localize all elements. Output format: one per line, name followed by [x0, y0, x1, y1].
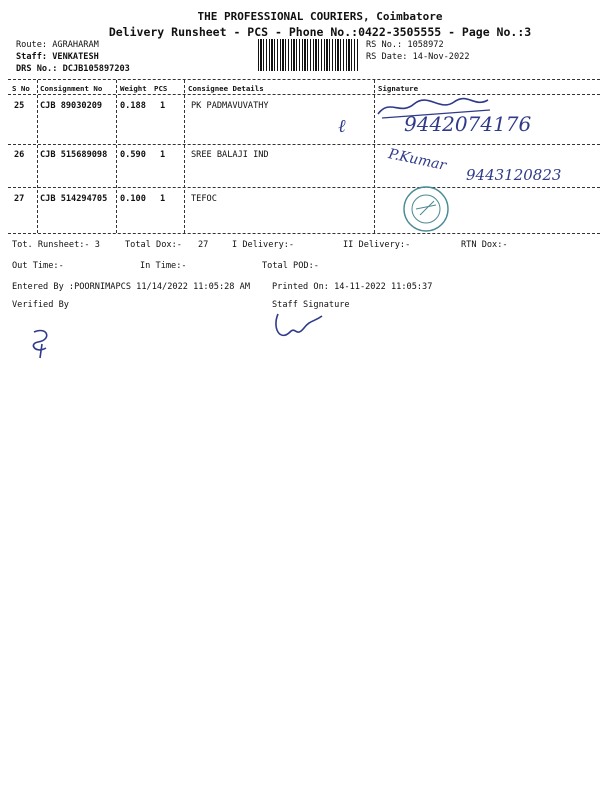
- row-27-pcs: 1: [160, 194, 166, 204]
- rs-no-label: RS No.:: [366, 40, 403, 50]
- col-weight: Weight: [120, 84, 147, 93]
- row-25-pcs: 1: [160, 101, 166, 111]
- rs-date-value: 14-Nov-2022: [412, 52, 470, 62]
- entered-by: Entered By :POORNIMAPCS 11/14/2022 11:05:28 AM: [12, 282, 250, 292]
- row-27-consignment: CJB 514294705: [40, 194, 108, 204]
- ii-delivery: II Delivery:-: [343, 240, 411, 250]
- verifier-signature: [28, 326, 58, 360]
- drs-label: DRS No.:: [16, 64, 58, 74]
- row-25-consignment: CJB 89030209: [40, 101, 103, 111]
- total-dox-value: 27: [198, 240, 209, 250]
- col-signature: Signature: [378, 84, 419, 93]
- staff-signature-mark: [270, 308, 330, 344]
- verified-by: Verified By: [12, 300, 69, 310]
- table-top-rule: [8, 79, 600, 80]
- col-sep: [116, 80, 117, 233]
- row-26-consignment: CJB 515689098: [40, 150, 108, 160]
- col-sep: [37, 80, 38, 233]
- company-title: THE PROFESSIONAL COURIERS, Coimbatore: [197, 10, 443, 23]
- row-27-weight: 0.100: [120, 194, 146, 204]
- row-25-consignee: PK PADMAVUVATHY: [191, 101, 269, 111]
- company-seal-icon: [402, 185, 450, 233]
- col-pcs: PCS: [154, 84, 168, 93]
- row-27-consignee: TEFOC: [191, 194, 217, 204]
- row-26-phone: 9443120823: [466, 166, 562, 184]
- barcode-image: [258, 39, 358, 71]
- route-value: AGRAHARAM: [52, 40, 99, 50]
- drs-value: DCJB105897203: [62, 64, 130, 74]
- row-26-pcs: 1: [160, 150, 166, 160]
- staff-line: [16, 52, 99, 62]
- row-26-weight: 0.590: [120, 150, 146, 160]
- staff-label: Staff:: [16, 52, 48, 62]
- printed-on: Printed On: 14-11-2022 11:05:37: [272, 282, 433, 292]
- route-line: [16, 40, 99, 50]
- table-header-rule: [8, 94, 600, 95]
- row-25-phone: 9442074176: [404, 112, 532, 136]
- rs-no-value: 1058972: [407, 40, 444, 50]
- col-consignee: Consignee Details: [188, 84, 264, 93]
- i-delivery: I Delivery:-: [232, 240, 295, 250]
- rtn-dox: RTN Dox:-: [461, 240, 508, 250]
- row-26-consignee: SREE BALAJI IND: [191, 150, 269, 160]
- rs-no-line: [366, 40, 444, 50]
- row-26-sno: 26: [14, 150, 25, 160]
- col-consignment: Consignment No: [40, 84, 103, 93]
- col-sno: S No: [12, 84, 30, 93]
- route-label: Route:: [16, 40, 48, 50]
- row-25-weight: 0.188: [120, 101, 146, 111]
- drs-line: [16, 64, 130, 74]
- row-25-tick-mark: ℓ: [338, 116, 346, 137]
- row-rule: [8, 144, 600, 145]
- rs-date-line: [366, 52, 470, 62]
- staff-signature-label: Staff Signature: [272, 300, 350, 310]
- row-25-sno: 25: [14, 101, 25, 111]
- staff-value: VENKATESH: [52, 52, 99, 62]
- row-27-sno: 27: [14, 194, 25, 204]
- total-dox-label: Total Dox:-: [125, 240, 182, 250]
- rs-date-label: RS Date:: [366, 52, 408, 62]
- runsheet-subtitle: Delivery Runsheet - PCS - Phone No.:0422-3505555 - Page No.:3: [108, 25, 532, 39]
- tot-runsheet: Tot. Runsheet:- 3: [12, 240, 100, 250]
- col-sep: [184, 80, 185, 233]
- in-time: In Time:-: [140, 261, 187, 271]
- row-26-name: P.Kumar: [386, 146, 448, 174]
- row-rule: [8, 187, 600, 188]
- table-bottom-rule: [8, 233, 600, 234]
- out-time: Out Time:-: [12, 261, 64, 271]
- total-pod: Total POD:-: [262, 261, 319, 271]
